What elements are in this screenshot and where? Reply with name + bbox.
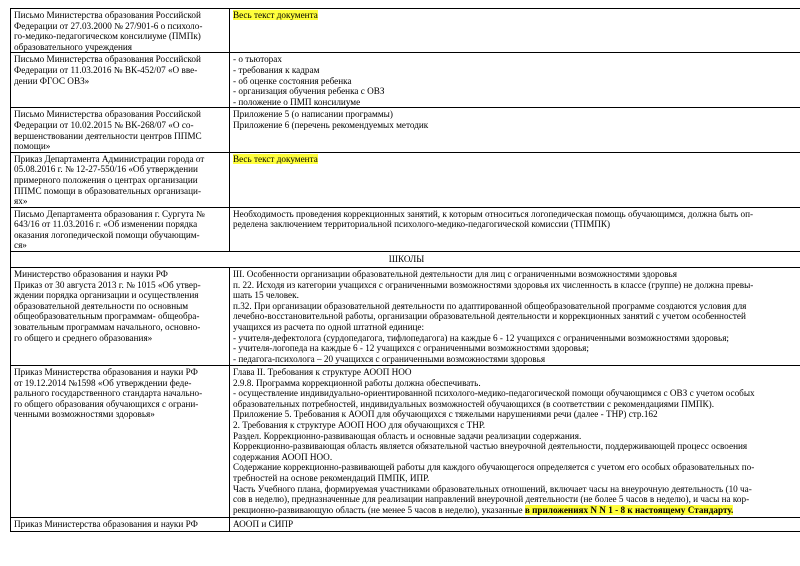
highlighted-text: Весь текст документа	[233, 10, 318, 20]
table-row	[11, 518, 800, 532]
table-row	[11, 152, 800, 207]
regulations-table	[10, 8, 800, 532]
document-cell: Приказ Министерства образования и науки РФ от 19.12.2014 №1598 «Об утверждении феде- рального государственного стандарта начально- го общего образования обучающихся с ограни- ченными возможностями здоровья»	[11, 366, 230, 518]
document-page	[10, 8, 792, 532]
document-cell: Министерство образования и науки РФ Приказ от 30 августа 2013 г. № 1015 «Об утвер- ждении порядка организации и осуществления образовательной деятельности по основным общеобразовательным программам- общеобра- зовательным программам начального, основно- го общего и среднего образования»	[11, 268, 230, 366]
highlighted-text: в приложениях N N 1 - 8 к настоящему Стандарту.	[524, 504, 734, 515]
document-cell: Письмо Департамента образования г. Сургута № 643/16 от 11.03.2016 г. «Об изменении порядка оказания логопедической помощи обучающим- ся»	[11, 207, 230, 251]
table-row	[11, 207, 800, 251]
content-cell: III. Особенности организации образовательной деятельности для лиц с ограниченными возможностями здоровья п. 22. Исходя из категории учащихся с ограниченными возможностями здоровья их численность в классе (группе) не должна превы- шать 15 человек. п.32. При организации образовательной деятельности по адаптированной общеобразовательной программе создаются условия для лечебно-восстановительной работы, организации образовательной деятельности и коррекционных занятий с учетом особенностей учащихся из расчета по одной штатной единице: - учителя-дефектолога (сурдопедагога, тифлопедагога) на каждые 6 - 12 учащихся с ограниченными возможностями здоровья; - учителя-логопеда на каждые 6 - 12 учащихся с ограниченными возможностями здоровья; - педагога-психолога – 20 учащихся с ограниченными возможностями здоровья	[230, 268, 800, 366]
document-cell: Приказ Министерства образования и науки РФ	[11, 518, 230, 532]
content-cell: АООП и СИПР	[230, 518, 800, 532]
document-cell: Письмо Министерства образования Российской Федерации от 27.03.2000 № 27/901-6 о психоло- го-медико-педагогическом консилиуме (ПМПк) образовательного учреждения	[11, 9, 230, 53]
table-row	[11, 268, 800, 366]
content-cell: Глава II. Требования к структуре АООП НОО 2.9.8. Программа коррекционной работы должна обеспечивать. - осуществление индивидуально-ориентированной психолого-медико-педагогической помощи обучающимся с ОВЗ с учетом особых образовательных потребностей, индивидуальных возможностей обучающихся (в соответствии с рекомендациями ПМПК). Приложение 5. Требования к АООП для обучающихся с тяжелыми нарушениями речи (далее - ТНР) стр.162 2. Требования к структуре АООП НОО для обучающихся с ТНР. Раздел. Коррекционно-развивающая область и основные задачи реализации содержания. Коррекционно-развивающая область является обязательной частью внеурочной деятельности, поддерживающей процесс освоения содержания АООП НОО. Содержание коррекционно-развивающей работы для каждого обучающегося определяется с учетом его особых образовательных по- требностей на основе рекомендаций ПМПК, ИПР. Часть Учебного плана, формируемая участниками образовательных отношений, включает часы на внеурочную деятельность (10 ча- сов в неделю), предназначенные для реализации направлений внеурочной деятельности (не более 5 часов в неделю), и часы на кор- рекционно-развивающую область (не менее 5 часов в неделю), указанные в приложениях N N 1 - 8 к настоящему Стандарту.	[230, 366, 800, 518]
table-row	[11, 9, 800, 53]
table-row	[11, 108, 800, 152]
table-row	[11, 366, 800, 518]
document-cell: Приказ Департамента Администрации города от 05.08.2016 г. № 12-27-550/16 «Об утверждении примерного положения о центрах организации ППМС помощи в образовательных организаци- ях»	[11, 152, 230, 207]
section-row	[11, 252, 800, 268]
content-cell: Приложение 5 (о написании программы) Приложение 6 (перечень рекомендуемых методик	[230, 108, 800, 152]
highlighted-text: Весь текст документа	[233, 153, 318, 164]
content-cell: - о тьюторах - требования к кадрам - об оценке состояния ребенка - организация обучения ребенка с ОВЗ - положение о ПМП консилиуме	[230, 53, 800, 108]
content-cell	[230, 152, 800, 207]
document-cell: Письмо Министерства образования Российской Федерации от 11.03.2016 № ВК-452/07 «О вве- дении ФГОС ОВЗ»	[11, 53, 230, 108]
content-cell: Необходимость проведения коррекционных занятий, к которым относиться логопедическая помощь обучающимся, должна быть оп- ределена заключением территориальной психолого-медико-педагогической комиссии (ТПМПК)	[230, 207, 800, 251]
content-cell	[230, 9, 800, 53]
table-row	[11, 53, 800, 108]
section-title: ШКОЛЫ	[11, 252, 800, 268]
document-cell: Письмо Министерства образования Российской Федерации от 10.02.2015 № ВК-268/07 «О со- вершенствовании деятельности центров ППМС помощи»	[11, 108, 230, 152]
